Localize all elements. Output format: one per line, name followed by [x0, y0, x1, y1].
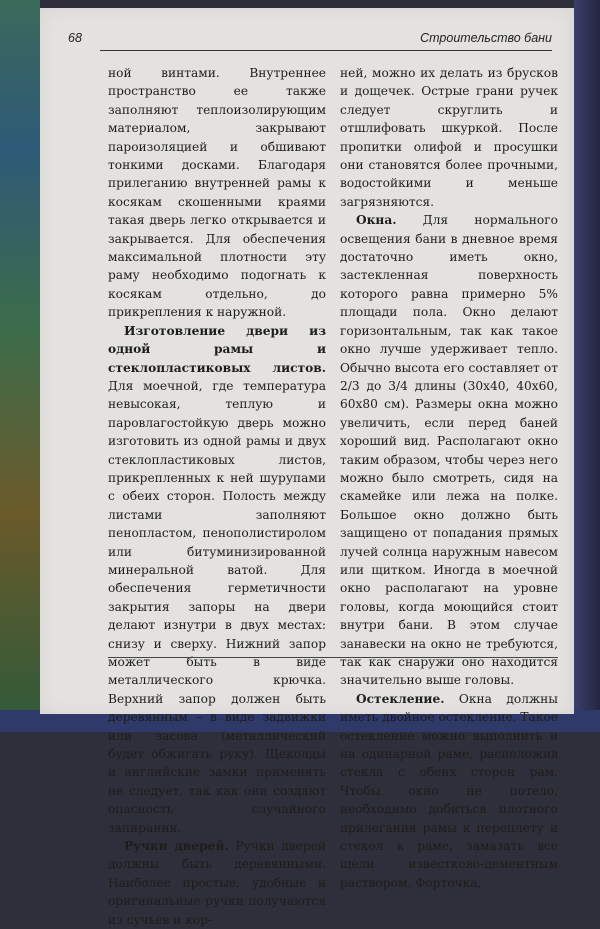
paragraph: ной винтами. Внутреннее пространство ее также заполняют теплоизолирующим материалом, закрывают пароизоляцией и обшивают тонкими досками. Благодаря прилеганию внутренней рамы к косякам скошенными краями такая дверь легко открывается и закрывается. Для обеспечения максимальной плотности эту раму необходимо подогнать к косякам отдельно, до прикрепления к наружной. [108, 66, 326, 320]
paragraph-body: Окна должны иметь двойное остекление. Такое остекление можно выполнить и на одинарной раме, расположив стекла с обеих сторон рам. Чтобы окно не потело, необходимо добиться плотного прилегания рамы к переплету и стекол к раме, замазать все щели известково-цементным раствором. Форточка, [340, 691, 558, 890]
paragraph-body: Для нормального освещения бани в дневное время достаточно иметь окно, застекленная поверхность которого равна примерно 5% площади пола. Окно делают горизонтальным, так как такое окно лучше удерживает тепло. Обычно высота его составляет от 2/3 до 3/4 длины (30x40, 40x60, 60x80 см). Размеры окна можно увеличить, если перед баней хороший вид. Располагают окно таким образом, чтобы через него можно было смотреть, сидя на скамейке или лежа на полке. Большое окно должно быть защищено от попадания прямых лучей солнца наружным навесом или щитком. Иногда в моечной окно располагают на уровне головы, когда моющийся стоит внутри бани. В этом случае занавески на окно не требуются, так как снаружи оно находится значительно выше головы. [340, 213, 558, 688]
paragraph-body: Для моечной, где температура невысокая, теплую и паровлагостойкую дверь можно изготовить из одной рамы и двух стеклопластиковых листов, прикрепленных к ней шурупами с обеих сторон. Полость между листами заполняют пенопластом, пенополистиролом или битуминизированной минеральной ватой. Для обеспечения герметичности закрытия запоры на двери делают изнутри в двух местах: снизу и сверху. Нижний запор может быть в виде металлического крючка. Верхний запор должен быть деревянным – в виде задвижки или засова (металлический будет обжигать руку). Щеколды и английские замки применять не следует, так как они создают опасность случайного запирания. [108, 378, 326, 835]
paragraph [340, 690, 558, 892]
section-heading: Окна. [356, 213, 397, 228]
footer-rule [108, 657, 558, 658]
left-column [108, 64, 326, 929]
section-heading: Остекление. [356, 691, 445, 706]
paragraph [340, 211, 558, 690]
right-column [340, 64, 558, 892]
page-number: 68 [68, 31, 82, 45]
paragraph [108, 322, 326, 837]
book-spine-left [0, 0, 40, 732]
paragraph [108, 837, 326, 929]
section-heading: Изготовление двери из одной рамы и стеклопластиковых листов. [108, 323, 326, 375]
running-title: Строительство бани [420, 31, 552, 45]
section-heading: Ручки дверей. [124, 839, 229, 854]
paragraph: ней, можно их делать из брусков и дощечек. Острые грани ручек следует скруглить и отшлифовать шкуркой. После пропитки олифой и просушки они становятся более прочными, водостойкими и меньше загрязняются. [340, 66, 558, 209]
book-cover-right [574, 0, 600, 732]
paragraph-body: Ручки дверей должны быть деревянными. Наиболее простые, удобные и оригинальные ручки получаются из сучьев и кор- [108, 839, 326, 927]
header-rule [100, 50, 552, 51]
